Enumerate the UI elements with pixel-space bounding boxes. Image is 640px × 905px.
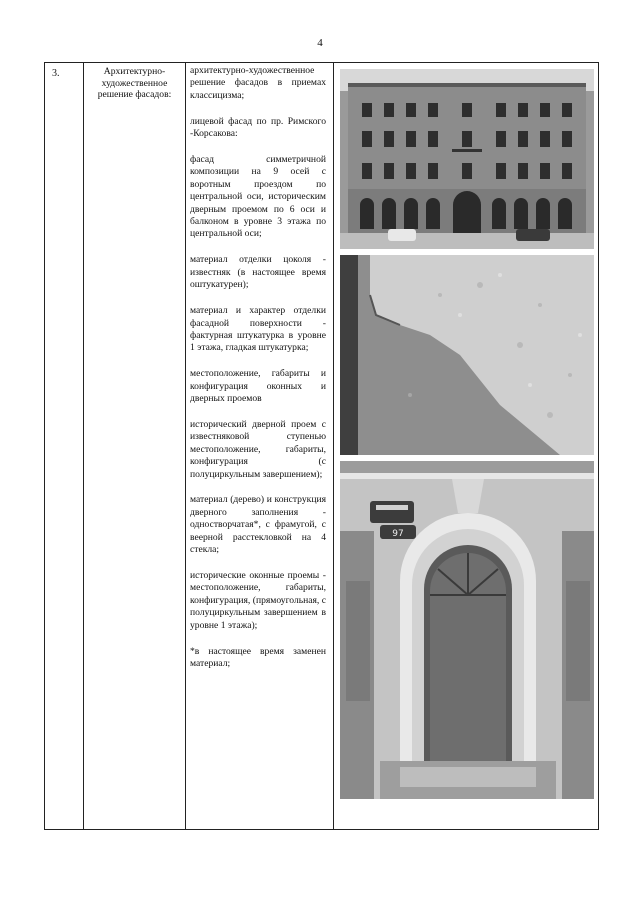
row-photos-cell	[334, 63, 599, 830]
description-item: фасад симметричной композиции на 9 осей с воротным проездом по центральной оси, историческим дверным проемом по 6 оси и балконом в уровне 3 этажа по центральной оси;	[190, 154, 326, 240]
page-number: 4	[317, 37, 323, 49]
description-item: материал (дерево) и конструкция дверного заполнения - одностворчатая*, с фрамугой, с веерной расстекловкой на 4 стекла;	[190, 494, 326, 556]
description-item: *в настоящее время заменен материал;	[190, 645, 326, 669]
description-item: исторические оконные проемы - местоположение, габариты, конфигурация, (прямоугольная, с полуциркульным завершением в уровне 1 этажа);	[190, 570, 326, 631]
house-number-plaque: 97	[392, 529, 404, 539]
description-item: материал и характер отделки фасадной поверхности - фактурная штукатурка в уровне 1 этажа, гладкая штукатурка;	[190, 305, 326, 354]
row-number-cell	[45, 63, 84, 830]
row-number: 3.	[52, 68, 60, 79]
row-description-cell	[186, 63, 334, 830]
description-item: исторический дверной проем с известняковой ступенью местоположение, габариты, конфигурация (с полуциркульным завершением);	[190, 418, 326, 480]
doorway-photo	[340, 461, 594, 799]
row-name: Архитектурно-художественное решение фасадов:	[97, 66, 172, 100]
row-name-cell	[84, 63, 186, 830]
description-item: материал отделки цоколя - известняк (в настоящее время оштукатурен);	[190, 254, 326, 291]
description-item: лицевой фасад по пр. Римского -Корсакова:	[190, 115, 326, 140]
description-list	[186, 63, 333, 670]
document-table	[44, 62, 599, 830]
description-item: местоположение, габариты и конфигурация оконных и дверных проемов	[190, 368, 326, 405]
facade-photo	[340, 69, 594, 249]
description-item: архитектурно-художественное решение фасадов в приемах классицизма;	[190, 65, 326, 101]
table-row	[45, 63, 599, 830]
plinth-photo	[340, 255, 594, 455]
